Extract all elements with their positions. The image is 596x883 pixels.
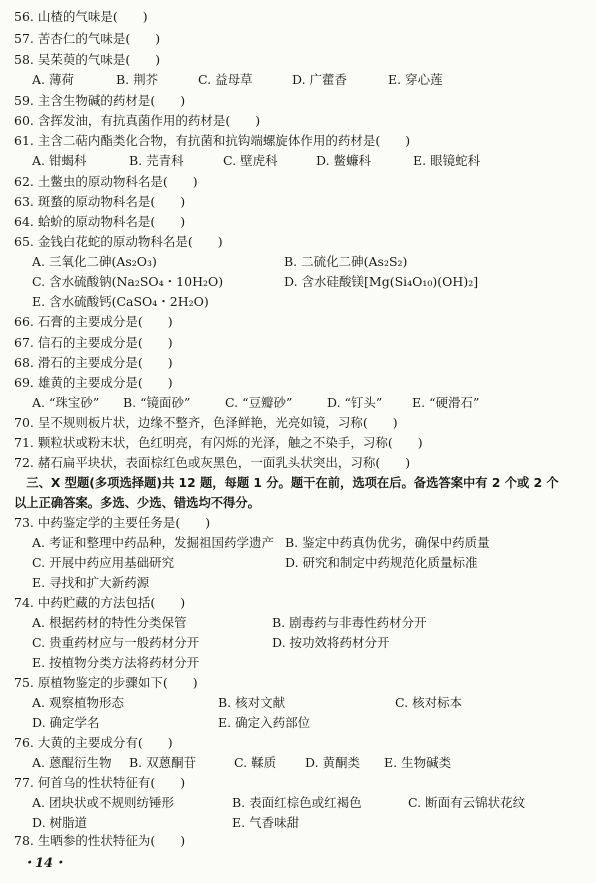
option-e: E. 按植物分类方法将药材分开 [32,655,200,670]
question-63: 63. 斑蝥的原动物科名是( ) [14,194,186,209]
option-e: E. 确定入药部位 [218,715,311,730]
option-b: B. 鉴定中药真伪优劣，确保中药质量 [285,535,490,550]
option-c: C. 贵重药材应与一般药材分开 [32,635,200,650]
question-58: 58. 吴茱萸的气味是( ) [14,52,161,67]
question-56: 56. 山楂的气味是( ) [14,9,148,24]
option-e: E. 生物碱类 [384,755,452,770]
option-d: D. 含水硅酸镁[Mg(Si₄O₁₀)(OH)₂] [284,274,479,289]
option-a: A. 根据药材的特性分类保管 [32,615,187,630]
option-a: A. 观察植物形态 [32,695,124,710]
question-59: 59. 主含生物碱的药材是( ) [14,93,186,108]
question-78: 78. 生晒参的性状特征为( ) [14,833,186,848]
question-76: 76. 大黄的主要成分有( ) [14,735,173,750]
option-e: E. 气香味甜 [232,815,300,830]
option-c: C. 鞣质 [234,755,277,770]
page-number: ・14・ [22,856,67,871]
question-66: 66. 石膏的主要成分是( ) [14,314,173,329]
option-c: C. 益母草 [198,72,253,87]
option-e: E. 含水硫酸钙(CaSO₄・2H₂O) [32,294,209,309]
question-61: 61. 主含二萜内酯类化合物，有抗菌和抗钩端螺旋体作用的药材是( ) [14,133,411,148]
option-a: A. 蒽醌衍生物 [32,755,112,770]
option-d: D. 确定学名 [32,715,100,730]
option-e: E. “硬滑石” [412,395,480,410]
question-72: 72. 赭石扁平块状，表面棕红色或灰黑色，一面乳头状突出，习称( ) [14,455,411,470]
option-d: D. 按功效将药材分开 [272,635,390,650]
option-c: C. 含水硫酸钠(Na₂SO₄・10H₂O) [32,274,224,289]
option-e: E. 寻找和扩大新药源 [32,575,150,590]
option-c: C. 壁虎科 [223,153,278,168]
option-c: C. “豆瓣砂” [225,395,293,410]
option-d: D. 鳖蠊科 [316,153,372,168]
question-77: 77. 何首乌的性状特征有( ) [14,775,186,790]
section-heading-continued: 以上正确答案。多选、少选、错选均不得分。 [14,496,260,510]
option-a: A. 薄荷 [32,72,74,87]
option-b: B. 芫青科 [129,153,184,168]
question-69: 69. 雄黄的主要成分是( ) [14,375,173,390]
section-heading: 三、X 型题(多项选择题)共 12 题，每题 1 分。题干在前，选项在后。备选答案中有 2 个或 2 个 [14,476,559,490]
option-e: E. 眼镜蛇科 [413,153,481,168]
option-b: B. 荆芥 [116,72,159,87]
option-b: B. 核对文献 [218,695,286,710]
option-d: D. 广藿香 [292,72,348,87]
question-74: 74. 中药贮藏的方法包括( ) [14,595,186,610]
option-c: C. 核对标本 [395,695,463,710]
option-b: B. 剧毒药与非毒性药材分开 [272,615,427,630]
option-b: B. 表面红棕色或红褐色 [232,795,362,810]
option-b: B. 二硫化二砷(As₂S₂) [284,254,408,269]
question-64: 64. 蛤蚧的原动物科名是( ) [14,214,186,229]
option-d: D. 黄酮类 [305,755,361,770]
question-73: 73. 中药鉴定学的主要任务是( ) [14,515,211,530]
question-57: 57. 苦杏仁的气味是( ) [14,31,161,46]
question-65: 65. 金钱白花蛇的原动物科名是( ) [14,234,223,249]
question-71: 71. 颗粒状或粉末状，色红明亮，有闪烁的光泽，触之不染手，习称( ) [14,435,423,450]
option-d: D. 树脂道 [32,815,88,830]
option-c: C. 断面有云锦状花纹 [408,795,526,810]
question-60: 60. 含挥发油，有抗真菌作用的药材是( ) [14,113,261,128]
option-a: A. 团块状或不规则纺锤形 [32,795,174,810]
option-b: B. “镜面砂” [123,395,191,410]
option-b: B. 双蒽酮苷 [129,755,197,770]
question-68: 68. 滑石的主要成分是( ) [14,355,173,370]
option-a: A. “珠宝砂” [32,395,100,410]
option-e: E. 穿心莲 [388,72,443,87]
option-a: A. 三氧化二砷(As₂O₃) [32,254,157,269]
question-75: 75. 原植物鉴定的步骤如下( ) [14,675,198,690]
option-a: A. 考证和整理中药品种，发掘祖国药学遗产 [32,535,274,550]
option-d: D. “钉头” [327,395,383,410]
option-c: C. 开展中药应用基础研究 [32,555,175,570]
option-d: D. 研究和制定中药规范化质量标准 [285,555,478,570]
question-62: 62. 土鳖虫的原动物科名是( ) [14,174,198,189]
option-a: A. 钳蝎科 [32,153,87,168]
question-67: 67. 信石的主要成分是( ) [14,335,173,350]
question-70: 70. 呈不规则板片状，边缘不整齐，色泽鲜艳，光亮如镜，习称( ) [14,415,398,430]
